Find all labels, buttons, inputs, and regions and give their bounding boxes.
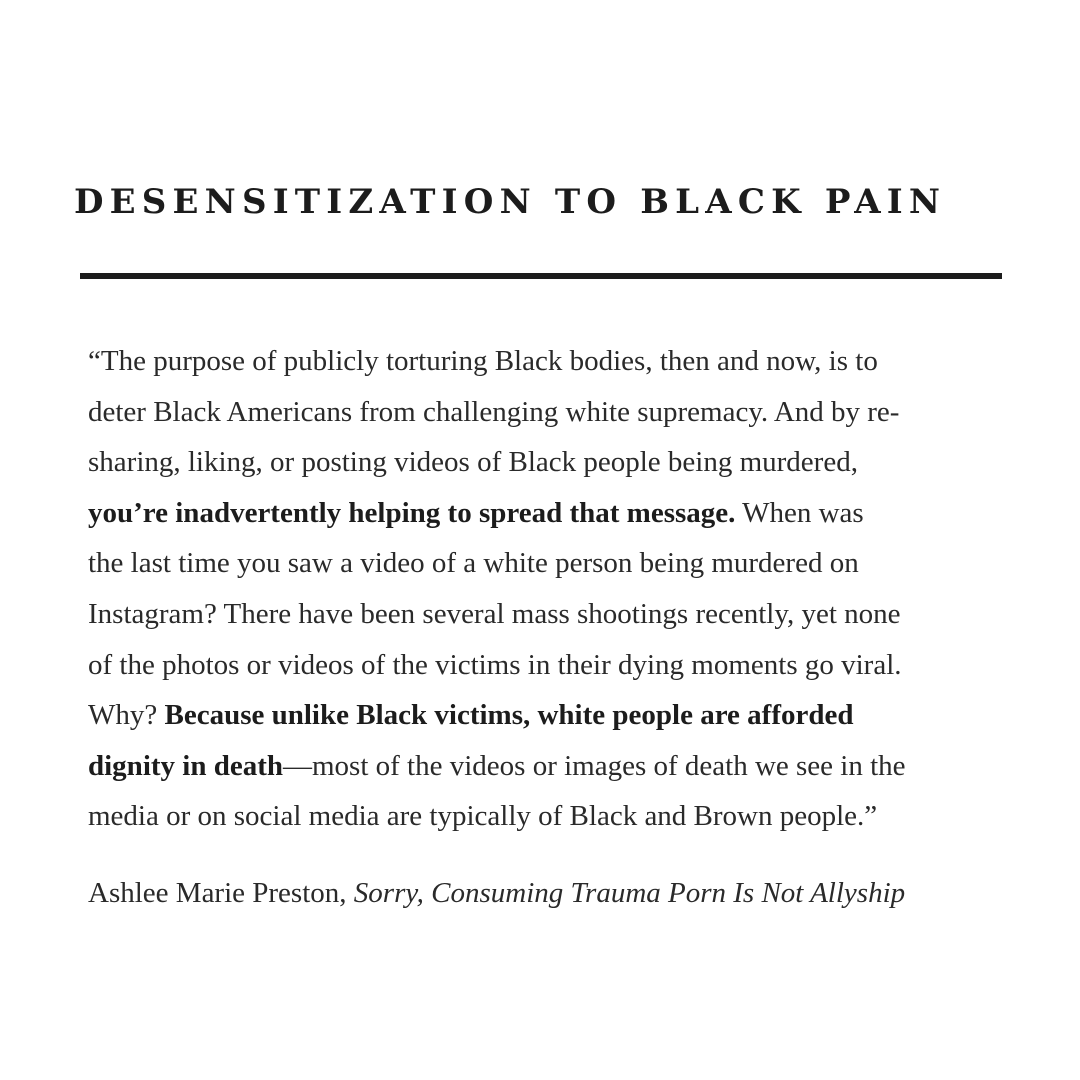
quote-fragment: When was (735, 496, 864, 529)
quote-line: the last time you saw a video of a white person being murdered on (88, 547, 859, 580)
quote-line: deter Black Americans from challenging white supremacy. And by re- (88, 395, 900, 428)
quote-line: Instagram? There have been several mass shootings recently, yet none (88, 597, 901, 630)
quote-emphasis: dignity in death (88, 749, 283, 782)
quote-fragment: —most of the videos or images of death we see in the (283, 749, 906, 782)
attribution-work-title: Sorry, Consuming Trauma Porn Is Not Allyship (353, 877, 906, 909)
quote-line: “The purpose of publicly torturing Black bodies, then and now, is to (88, 345, 878, 377)
quote-line: of the photos or videos of the victims in their dying moments go viral. (88, 648, 902, 681)
quote-line: sharing, liking, or posting videos of Black people being murdered, (88, 446, 858, 479)
quote-line: media or on social media are typically of Black and Brown people.” (88, 800, 878, 833)
quote-line (88, 488, 1028, 539)
quote-fragment: Why? (88, 699, 165, 732)
quote-text (88, 336, 1028, 842)
quote-line (88, 690, 1028, 741)
quote-line (88, 741, 1028, 792)
page-title: DESENSITIZATION TO BLACK PAIN (74, 182, 947, 222)
quote-emphasis: you’re inadvertently helping to spread that message. (88, 496, 736, 529)
title-divider (80, 273, 1002, 279)
attribution-author: Ashlee Marie Preston, (88, 877, 354, 909)
quote-emphasis: Because unlike Black victims, white people are afforded (164, 699, 854, 732)
quote-attribution (88, 868, 1028, 918)
